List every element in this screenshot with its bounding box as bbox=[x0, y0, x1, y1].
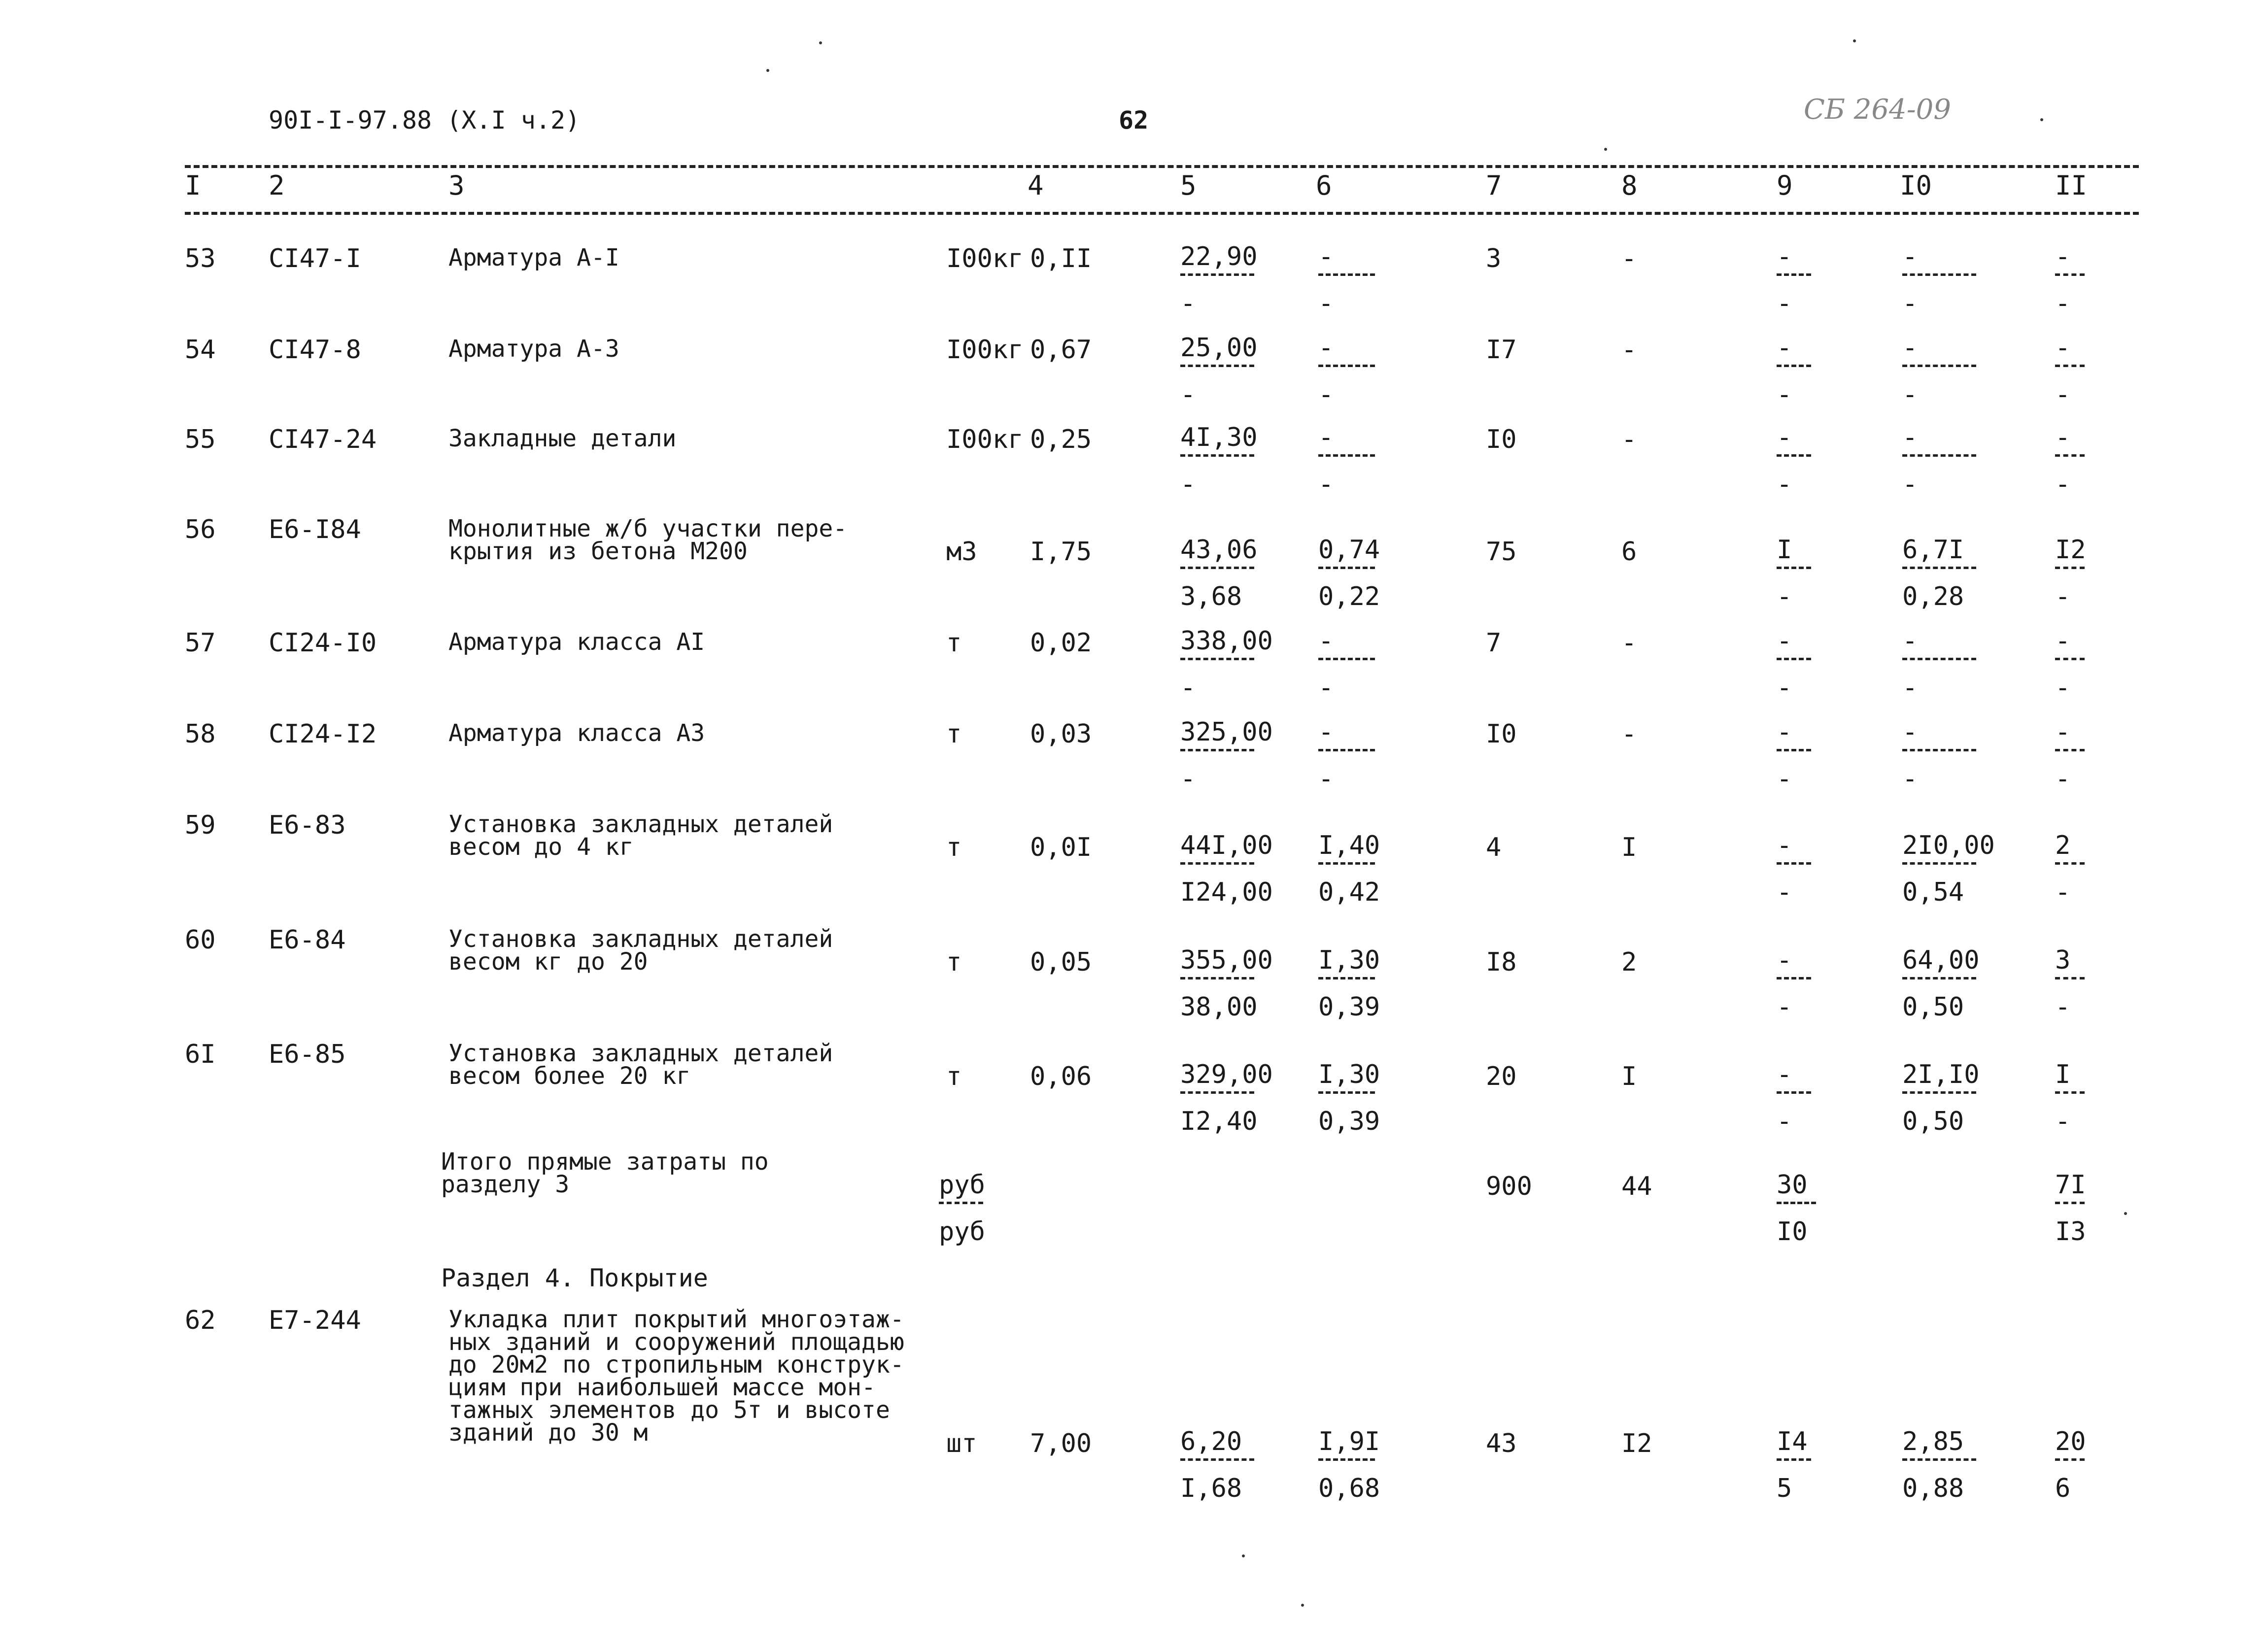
total-col8: 44 bbox=[1621, 1172, 1652, 1201]
c11-den: - bbox=[2055, 289, 2071, 318]
c9-den: - bbox=[1777, 380, 1792, 409]
total-col9-den: I0 bbox=[1777, 1217, 1808, 1247]
c6 bbox=[1318, 242, 1375, 333]
c10 bbox=[1902, 242, 1976, 333]
total-col9-num: 30 bbox=[1777, 1170, 1808, 1200]
col8-value: - bbox=[1621, 719, 1637, 749]
c9-den: - bbox=[1777, 582, 1792, 611]
total-col11 bbox=[2055, 1170, 2086, 1261]
work-description: Арматура А-I bbox=[448, 244, 619, 271]
c10 bbox=[1902, 717, 1976, 809]
c11-num: - bbox=[2055, 333, 2071, 363]
c5-num: 329,00 bbox=[1180, 1060, 1273, 1089]
row-number: 54 bbox=[185, 335, 216, 365]
quantity: 0,25 bbox=[1030, 425, 1092, 454]
col7-value: I8 bbox=[1486, 947, 1517, 977]
quantity: 7,00 bbox=[1030, 1429, 1092, 1458]
c6-num: - bbox=[1318, 333, 1334, 363]
c9-den: - bbox=[1777, 673, 1792, 703]
c9 bbox=[1777, 423, 1811, 514]
c6-num: I,30 bbox=[1318, 945, 1380, 975]
c9-den: 5 bbox=[1777, 1474, 1792, 1503]
c11-den: - bbox=[2055, 470, 2071, 499]
c5-den: I24,00 bbox=[1180, 877, 1273, 907]
c9-num: - bbox=[1777, 717, 1792, 747]
c6-num: - bbox=[1318, 423, 1334, 452]
col8-value: I bbox=[1621, 833, 1637, 862]
col7-value: 3 bbox=[1486, 244, 1502, 273]
c10-num: - bbox=[1902, 717, 1918, 747]
scan-speck bbox=[2040, 118, 2043, 121]
row-number: 53 bbox=[185, 244, 216, 273]
col7-value: 20 bbox=[1486, 1062, 1517, 1091]
col8-value: 6 bbox=[1621, 537, 1637, 567]
c5-den: I,68 bbox=[1180, 1474, 1242, 1503]
scan-speck bbox=[766, 69, 769, 72]
scan-speck bbox=[1301, 1604, 1304, 1607]
c5 bbox=[1180, 1427, 1254, 1518]
col-header-5: 5 bbox=[1180, 170, 1197, 201]
c10-num: - bbox=[1902, 333, 1918, 363]
c9 bbox=[1777, 333, 1811, 424]
c9 bbox=[1777, 242, 1811, 333]
c10-num: 2I0,00 bbox=[1902, 831, 1995, 860]
c10 bbox=[1902, 1060, 1980, 1151]
c6 bbox=[1318, 717, 1375, 809]
c11-num: - bbox=[2055, 626, 2071, 656]
c6-den: 0,42 bbox=[1318, 877, 1380, 907]
quantity: 0,02 bbox=[1030, 628, 1092, 658]
col-header-10: I0 bbox=[1900, 170, 1932, 201]
c9-den: - bbox=[1777, 470, 1792, 499]
c5-num: 44I,00 bbox=[1180, 831, 1273, 860]
c11 bbox=[2055, 1427, 2086, 1518]
col-header-11: II bbox=[2055, 170, 2088, 201]
c10 bbox=[1902, 831, 1995, 922]
work-description: Арматура А-3 bbox=[448, 335, 619, 363]
c9-num: I4 bbox=[1777, 1427, 1808, 1456]
rate-code: E6-I84 bbox=[269, 515, 361, 544]
c9-den: - bbox=[1777, 877, 1792, 907]
scan-speck bbox=[1853, 39, 1856, 42]
unit: шт bbox=[946, 1429, 977, 1458]
c5-num: 338,00 bbox=[1180, 626, 1273, 656]
c9-num: - bbox=[1777, 1060, 1792, 1089]
c9 bbox=[1777, 626, 1811, 717]
row-number: 58 bbox=[185, 719, 216, 749]
c5-den: - bbox=[1180, 470, 1196, 499]
unit: I00кг bbox=[946, 335, 1024, 365]
c11 bbox=[2055, 626, 2085, 717]
work-description: Арматура класса AI bbox=[448, 628, 705, 656]
c5-num: 25,00 bbox=[1180, 333, 1258, 363]
c11-den: - bbox=[2055, 764, 2071, 794]
quantity: 0,0I bbox=[1030, 833, 1092, 862]
unit: м3 bbox=[946, 537, 977, 567]
rate-code: CI24-I2 bbox=[269, 719, 377, 749]
c6-den: - bbox=[1318, 470, 1334, 499]
c10-den: - bbox=[1902, 673, 1918, 703]
c5-den: - bbox=[1180, 380, 1196, 409]
section-heading: Раздел 4. Покрытие bbox=[441, 1264, 708, 1292]
c11-num: I bbox=[2055, 1060, 2071, 1089]
c5-den: I2,40 bbox=[1180, 1107, 1258, 1136]
unit: т bbox=[946, 833, 962, 862]
unit: т bbox=[946, 1062, 962, 1091]
c11-num: - bbox=[2055, 242, 2071, 271]
col7-value: 75 bbox=[1486, 537, 1517, 567]
c9-num: - bbox=[1777, 333, 1792, 363]
work-description: Закладные детали bbox=[448, 425, 677, 452]
c6-den: - bbox=[1318, 289, 1334, 318]
c9-num: - bbox=[1777, 626, 1792, 656]
c10-den: - bbox=[1902, 764, 1918, 794]
row-number: 59 bbox=[185, 810, 216, 840]
c6 bbox=[1318, 945, 1380, 1037]
work-description: Установка закладных деталей весом более 20 кг bbox=[448, 1040, 833, 1090]
c5 bbox=[1180, 333, 1258, 424]
c11-den: - bbox=[2055, 992, 2071, 1022]
row-number: 6I bbox=[185, 1040, 216, 1069]
col7-value: 4 bbox=[1486, 833, 1502, 862]
c5-num: 325,00 bbox=[1180, 717, 1273, 747]
total-unit-den: руб bbox=[939, 1217, 985, 1247]
work-description: Арматура класса А3 bbox=[448, 719, 705, 747]
c10 bbox=[1902, 945, 1980, 1037]
col7-value: I0 bbox=[1486, 719, 1517, 749]
c10-den: - bbox=[1902, 470, 1918, 499]
rate-code: E6-84 bbox=[269, 925, 346, 955]
c10-num: 2,85 bbox=[1902, 1427, 1964, 1456]
col8-value: I bbox=[1621, 1062, 1637, 1091]
c6 bbox=[1318, 831, 1380, 922]
c5 bbox=[1180, 535, 1258, 626]
c10-num: - bbox=[1902, 242, 1918, 271]
c5-num: 43,06 bbox=[1180, 535, 1258, 565]
c6-num: I,30 bbox=[1318, 1060, 1380, 1089]
c6-den: - bbox=[1318, 380, 1334, 409]
c11 bbox=[2055, 717, 2085, 809]
c6 bbox=[1318, 423, 1375, 514]
quantity: 0,06 bbox=[1030, 1062, 1092, 1091]
total-col11-num: 7I bbox=[2055, 1170, 2086, 1200]
c10-den: 0,88 bbox=[1902, 1474, 1964, 1503]
col7-value: I0 bbox=[1486, 425, 1517, 454]
c11 bbox=[2055, 1060, 2085, 1151]
c5 bbox=[1180, 423, 1258, 514]
c11 bbox=[2055, 333, 2085, 424]
rate-code: CI47-I bbox=[269, 244, 361, 273]
col8-value: - bbox=[1621, 244, 1637, 273]
quantity: I,75 bbox=[1030, 537, 1092, 567]
row-number: 62 bbox=[185, 1306, 216, 1335]
c11-den: - bbox=[2055, 582, 2071, 611]
unit: I00кг bbox=[946, 244, 1024, 273]
c11-num: 2 bbox=[2055, 831, 2071, 860]
col-header-4: 4 bbox=[1028, 170, 1044, 201]
total-label: Итого прямые затраты по разделу 3 bbox=[441, 1148, 769, 1198]
c6-num: - bbox=[1318, 626, 1334, 656]
c6 bbox=[1318, 1060, 1380, 1151]
unit: I00кг bbox=[946, 425, 1024, 454]
c10 bbox=[1902, 333, 1976, 424]
c5-num: 355,00 bbox=[1180, 945, 1273, 975]
c11-num: I2 bbox=[2055, 535, 2086, 565]
c5 bbox=[1180, 242, 1258, 333]
c10-den: - bbox=[1902, 289, 1918, 318]
c5-den: 38,00 bbox=[1180, 992, 1258, 1022]
quantity: 0,05 bbox=[1030, 947, 1092, 977]
c9-den: - bbox=[1777, 992, 1792, 1022]
c9-den: - bbox=[1777, 764, 1792, 794]
scan-speck bbox=[1242, 1554, 1245, 1557]
col-header-1: I bbox=[185, 170, 201, 201]
rate-code: CI47-8 bbox=[269, 335, 361, 365]
c9-num: - bbox=[1777, 945, 1792, 975]
c6-den: 0,39 bbox=[1318, 992, 1380, 1022]
total-col11-den: I3 bbox=[2055, 1217, 2086, 1247]
c6 bbox=[1318, 535, 1380, 626]
col8-value: I2 bbox=[1621, 1429, 1652, 1458]
c6 bbox=[1318, 333, 1375, 424]
c10-den: 0,54 bbox=[1902, 877, 1964, 907]
c10 bbox=[1902, 423, 1976, 514]
unit: т bbox=[946, 947, 962, 977]
col8-value: - bbox=[1621, 425, 1637, 454]
col-header-2: 2 bbox=[269, 170, 285, 201]
rate-code: E6-83 bbox=[269, 810, 346, 840]
c11 bbox=[2055, 831, 2085, 922]
work-description: Установка закладных деталей весом кг до 20 bbox=[448, 925, 833, 976]
page-number: 62 bbox=[1119, 106, 1149, 135]
c6 bbox=[1318, 1427, 1380, 1518]
c9-num: - bbox=[1777, 831, 1792, 860]
rate-code: CI47-24 bbox=[269, 425, 377, 454]
c11-den: 6 bbox=[2055, 1474, 2071, 1503]
c9 bbox=[1777, 831, 1811, 922]
c6-den: 0,22 bbox=[1318, 582, 1380, 611]
col-header-6: 6 bbox=[1316, 170, 1332, 201]
c6-den: 0,68 bbox=[1318, 1474, 1380, 1503]
work-description: Монолитные ж/б участки пере- крытия из бетона M200 bbox=[448, 515, 848, 565]
c11 bbox=[2055, 242, 2085, 333]
c5-num: 22,90 bbox=[1180, 242, 1258, 271]
c9 bbox=[1777, 717, 1811, 809]
c9 bbox=[1777, 945, 1811, 1037]
work-description: Укладка плит покрытий многоэтаж- ных зданий и сооружений площадью до 20м2 по стропильным конструк- циям при наибольшей массе мон- тажных элементов до 5т и высоте зданий до 30 м bbox=[448, 1306, 904, 1447]
col-header-9: 9 bbox=[1777, 170, 1793, 201]
rate-code: E6-85 bbox=[269, 1040, 346, 1069]
col-header-8: 8 bbox=[1621, 170, 1638, 201]
c10-num: - bbox=[1902, 423, 1918, 452]
total-col7: 900 bbox=[1486, 1172, 1532, 1201]
c11 bbox=[2055, 423, 2085, 514]
c6-num: - bbox=[1318, 717, 1334, 747]
quantity: 0,II bbox=[1030, 244, 1092, 273]
total-unit-num: руб bbox=[939, 1170, 985, 1200]
c11 bbox=[2055, 535, 2086, 626]
scan-speck bbox=[2124, 1212, 2127, 1215]
c5-den: - bbox=[1180, 289, 1196, 318]
c5 bbox=[1180, 831, 1273, 922]
c10-num: 64,00 bbox=[1902, 945, 1980, 975]
c10 bbox=[1902, 535, 1976, 626]
c5 bbox=[1180, 1060, 1273, 1151]
c9-num: I bbox=[1777, 535, 1792, 565]
c6-num: - bbox=[1318, 242, 1334, 271]
c5-num: 4I,30 bbox=[1180, 423, 1258, 452]
c9-den: - bbox=[1777, 1107, 1792, 1136]
c5 bbox=[1180, 626, 1273, 717]
c11-num: - bbox=[2055, 717, 2071, 747]
c9-num: - bbox=[1777, 423, 1792, 452]
c9-den: - bbox=[1777, 289, 1792, 318]
c10-num: 2I,I0 bbox=[1902, 1060, 1980, 1089]
col8-value: 2 bbox=[1621, 947, 1637, 977]
rate-code: CI24-I0 bbox=[269, 628, 377, 658]
c10-den: 0,50 bbox=[1902, 1107, 1964, 1136]
c9 bbox=[1777, 1060, 1811, 1151]
total-col9 bbox=[1777, 1170, 1816, 1261]
scan-speck bbox=[1604, 148, 1607, 151]
table-top-rule bbox=[185, 165, 2139, 168]
c6-den: 0,39 bbox=[1318, 1107, 1380, 1136]
table-header-rule bbox=[185, 212, 2139, 215]
c6-den: - bbox=[1318, 764, 1334, 794]
c5-den: - bbox=[1180, 673, 1196, 703]
scan-speck bbox=[819, 41, 822, 44]
c11-num: - bbox=[2055, 423, 2071, 452]
c10-den: - bbox=[1902, 380, 1918, 409]
row-number: 57 bbox=[185, 628, 216, 658]
unit: т bbox=[946, 628, 962, 658]
col7-value: I7 bbox=[1486, 335, 1517, 365]
c6-num: I,9I bbox=[1318, 1427, 1380, 1456]
c6-num: I,40 bbox=[1318, 831, 1380, 860]
c11 bbox=[2055, 945, 2085, 1037]
c10-den: 0,50 bbox=[1902, 992, 1964, 1022]
col-header-7: 7 bbox=[1486, 170, 1502, 201]
c11-den: - bbox=[2055, 1107, 2071, 1136]
quantity: 0,03 bbox=[1030, 719, 1092, 749]
c5-num: 6,20 bbox=[1180, 1427, 1242, 1456]
row-number: 56 bbox=[185, 515, 216, 544]
c11-num: 3 bbox=[2055, 945, 2071, 975]
document-code: 90I-I-97.88 (X.I ч.2) bbox=[269, 106, 581, 135]
c6-num: 0,74 bbox=[1318, 535, 1380, 565]
c11-den: - bbox=[2055, 673, 2071, 703]
row-number: 60 bbox=[185, 925, 216, 955]
c6-den: - bbox=[1318, 673, 1334, 703]
c5-den: - bbox=[1180, 764, 1196, 794]
c5 bbox=[1180, 945, 1273, 1037]
row-number: 55 bbox=[185, 425, 216, 454]
unit: т bbox=[946, 719, 962, 749]
col8-value: - bbox=[1621, 628, 1637, 658]
c11-num: 20 bbox=[2055, 1427, 2086, 1456]
quantity: 0,67 bbox=[1030, 335, 1092, 365]
c11-den: - bbox=[2055, 380, 2071, 409]
c10-den: 0,28 bbox=[1902, 582, 1964, 611]
c9 bbox=[1777, 1427, 1811, 1518]
total-unit bbox=[939, 1170, 985, 1261]
col8-value: - bbox=[1621, 335, 1637, 365]
col7-value: 43 bbox=[1486, 1429, 1517, 1458]
c9 bbox=[1777, 535, 1811, 626]
col-header-3: 3 bbox=[448, 170, 465, 201]
rate-code: E7-244 bbox=[269, 1306, 361, 1335]
col7-value: 7 bbox=[1486, 628, 1502, 658]
c10 bbox=[1902, 1427, 1976, 1518]
c5 bbox=[1180, 717, 1273, 809]
c10-num: - bbox=[1902, 626, 1918, 656]
archive-stamp: СБ 264-09 bbox=[1804, 94, 1951, 126]
c10 bbox=[1902, 626, 1976, 717]
c5-den: 3,68 bbox=[1180, 582, 1242, 611]
work-description: Установка закладных деталей весом до 4 кг bbox=[448, 810, 833, 861]
c6 bbox=[1318, 626, 1375, 717]
c9-num: - bbox=[1777, 242, 1792, 271]
c11-den: - bbox=[2055, 877, 2071, 907]
c10-num: 6,7I bbox=[1902, 535, 1964, 565]
